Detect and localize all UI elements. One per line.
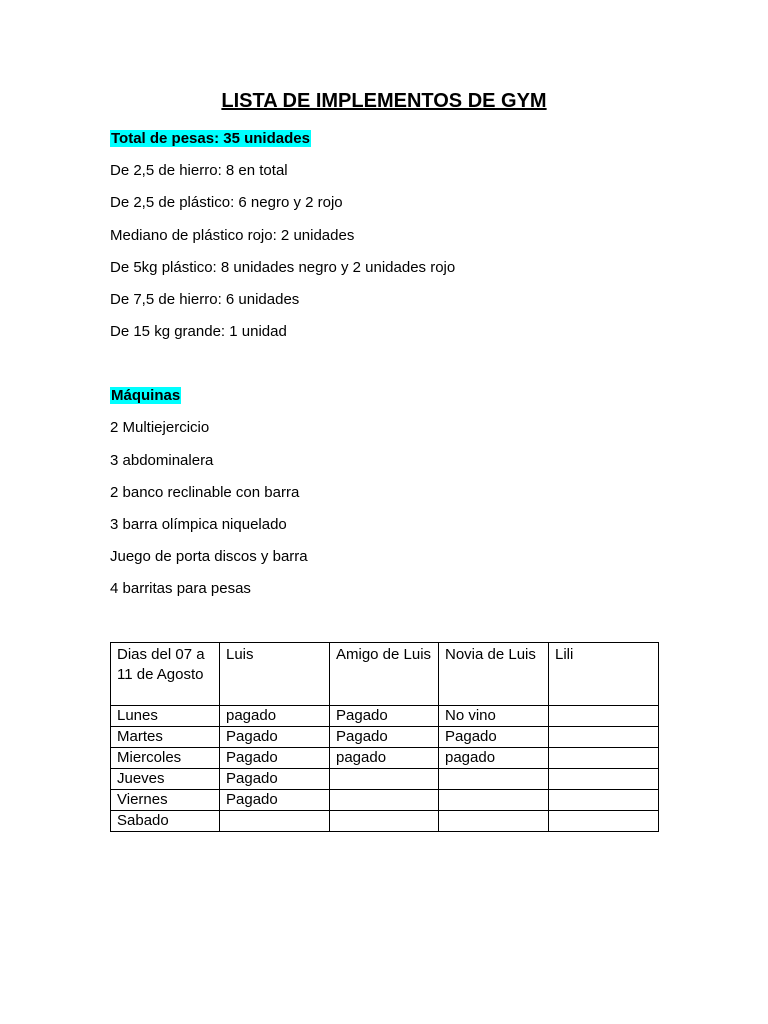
table-cell: Pagado bbox=[439, 727, 549, 748]
machines-item: Juego de porta discos y barra bbox=[110, 548, 308, 565]
table-cell: pagado bbox=[220, 706, 330, 727]
table-cell: Pagado bbox=[220, 769, 330, 790]
table-cell: Pagado bbox=[330, 727, 439, 748]
table-row bbox=[111, 727, 659, 748]
header-amigo-de-luis: Amigo de Luis bbox=[330, 643, 439, 706]
table-cell bbox=[549, 790, 659, 811]
weights-item: Mediano de plástico rojo: 2 unidades bbox=[110, 227, 355, 244]
table-cell: Pagado bbox=[220, 727, 330, 748]
table-cell bbox=[549, 748, 659, 769]
table-row bbox=[111, 811, 659, 832]
table-cell: Viernes bbox=[111, 790, 220, 811]
machines-item: 3 barra olímpica niquelado bbox=[110, 516, 287, 533]
header-days: Dias del 07 a 11 de Agosto bbox=[111, 643, 220, 706]
table-cell: Miercoles bbox=[111, 748, 220, 769]
header-novia-de-luis: Novia de Luis bbox=[439, 643, 549, 706]
machines-item: 3 abdominalera bbox=[110, 452, 214, 469]
table-cell: Jueves bbox=[111, 769, 220, 790]
table-cell bbox=[220, 811, 330, 832]
table-cell bbox=[439, 790, 549, 811]
table-cell: pagado bbox=[439, 748, 549, 769]
table-cell: No vino bbox=[439, 706, 549, 727]
table-row bbox=[111, 706, 659, 727]
table-cell bbox=[439, 769, 549, 790]
table-cell: Pagado bbox=[220, 748, 330, 769]
table-cell bbox=[549, 706, 659, 727]
machines-item: 2 banco reclinable con barra bbox=[110, 484, 300, 501]
weights-item: De 5kg plástico: 8 unidades negro y 2 unidades rojo bbox=[110, 259, 456, 276]
table-cell bbox=[439, 811, 549, 832]
table-cell: pagado bbox=[330, 748, 439, 769]
table-cell: Pagado bbox=[330, 706, 439, 727]
table-cell bbox=[549, 811, 659, 832]
table-cell: Lunes bbox=[111, 706, 220, 727]
table-cell bbox=[330, 811, 439, 832]
table-cell: Sabado bbox=[111, 811, 220, 832]
table-cell: Pagado bbox=[220, 790, 330, 811]
document-title: LISTA DE IMPLEMENTOS DE GYM bbox=[221, 90, 547, 112]
machines-item: 2 Multiejercicio bbox=[110, 419, 210, 436]
machines-item: 4 barritas para pesas bbox=[110, 580, 251, 597]
machines-heading-text: Máquinas bbox=[111, 387, 181, 404]
weights-heading bbox=[110, 129, 311, 149]
table-cell bbox=[549, 769, 659, 790]
table-row bbox=[111, 790, 659, 811]
table-row bbox=[111, 748, 659, 769]
table-row bbox=[111, 769, 659, 790]
machines-heading bbox=[110, 386, 181, 406]
table-cell bbox=[549, 727, 659, 748]
weights-item: De 2,5 de plástico: 6 negro y 2 rojo bbox=[110, 194, 343, 211]
weights-heading-text: Total de pesas: 35 unidades bbox=[111, 130, 310, 147]
weights-item: De 15 kg grande: 1 unidad bbox=[110, 323, 287, 340]
table-cell bbox=[330, 790, 439, 811]
payments-table bbox=[110, 642, 659, 832]
table-header-row bbox=[111, 643, 659, 706]
weights-item: De 7,5 de hierro: 6 unidades bbox=[110, 291, 300, 308]
weights-item: De 2,5 de hierro: 8 en total bbox=[110, 162, 288, 179]
header-lili: Lili bbox=[549, 643, 659, 706]
table-cell bbox=[330, 769, 439, 790]
table-cell: Martes bbox=[111, 727, 220, 748]
header-luis: Luis bbox=[220, 643, 330, 706]
